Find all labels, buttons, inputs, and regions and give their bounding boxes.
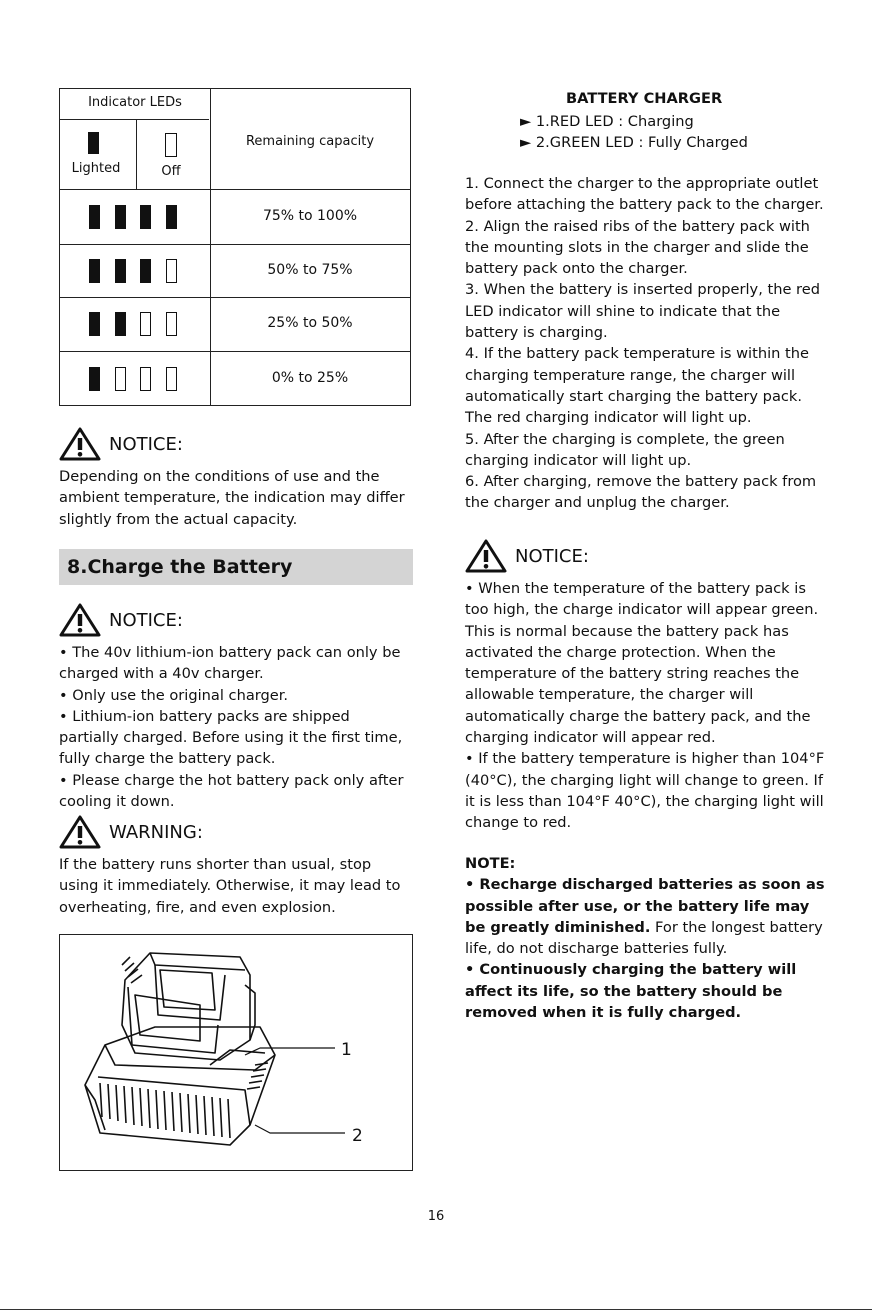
step-item: 4. If the battery pack temperature is within the charging temperature range, the charger will automatically start charging the battery pack. The red charging indicator will light up. — [465, 345, 809, 427]
notice-text: Depending on the conditions of use and the ambient temperature, the indication may differ slightly from the actual capacity. — [59, 468, 405, 528]
table-divider — [60, 244, 410, 245]
notice-heading-text: NOTICE: — [109, 609, 183, 631]
led-lighted-icon — [89, 312, 100, 336]
legend-off-label: Off — [161, 164, 181, 179]
note-block — [465, 853, 825, 1023]
list-item: • Only use the original charger. — [59, 686, 289, 704]
note-heading: NOTE: — [465, 855, 516, 872]
notice-list — [465, 578, 825, 834]
led-off-icon — [140, 312, 151, 336]
list-item: • Please charge the hot battery pack only after cooling it down. — [59, 771, 404, 811]
list-item: • Lithium-ion battery packs are shipped partially charged. Before using it the first time, fully charge the battery pack. — [59, 707, 403, 768]
led-off-icon — [115, 367, 126, 391]
notice-heading — [465, 539, 589, 573]
note-item-rest: For the longest battery life, do not discharge batteries fully. — [465, 918, 823, 958]
warning-text: If the battery runs shorter than usual, stop using it immediately. Otherwise, it may lead to overheating, fire, and even explosion. — [59, 856, 401, 916]
led-lighted-icon — [89, 259, 100, 283]
step-item: 6. After charging, remove the battery pack from the charger and unplug the charger. — [465, 473, 817, 512]
led-off-icon — [166, 367, 177, 391]
page-number: 16 — [427, 1209, 445, 1224]
step-item: 1. Connect the charger to the appropriate outlet before attaching the battery pack to the charger. — [465, 175, 824, 214]
table-header-remaining-capacity: Remaining capacity — [245, 134, 375, 149]
warning-triangle-icon — [59, 427, 101, 461]
section-title: 8.Charge the Battery — [59, 549, 413, 585]
table-divider — [60, 119, 209, 120]
list-item: • The 40v lithium-ion battery pack can only be charged with a 40v charger. — [59, 644, 401, 683]
led-off-icon — [165, 133, 177, 157]
led-lighted-icon — [115, 259, 126, 283]
charger-steps — [465, 173, 825, 514]
warning-heading — [59, 815, 203, 849]
note-item-bold: • Recharge discharged batteries as soon as possible after use, or the battery life may be greatly diminished. — [465, 876, 825, 936]
led-lighted-icon — [140, 205, 151, 229]
capacity-label: 0% to 25% — [271, 369, 349, 386]
led-off-icon — [166, 312, 177, 336]
notice-heading — [59, 603, 183, 637]
notice-heading — [59, 427, 183, 461]
warning-triangle-icon — [59, 603, 101, 637]
charger-led-list — [520, 111, 748, 154]
step-item: 3. When the battery is inserted properly, the red LED indicator will shine to indicate that the battery is charging. — [465, 281, 820, 342]
step-item: 5. After the charging is complete, the green charging indicator will light up. — [465, 430, 785, 469]
capacity-label: 75% to 100% — [262, 207, 358, 224]
figure-callout-1: 1 — [341, 1040, 352, 1060]
led-list-item: ► 2.GREEN LED : Fully Charged — [520, 134, 748, 152]
led-lighted-icon — [89, 367, 100, 391]
bottom-rule — [0, 1309, 872, 1310]
led-lighted-icon — [140, 259, 151, 283]
led-lighted-icon — [88, 132, 99, 154]
table-header-indicator-leds: Indicator LEDs — [88, 95, 182, 110]
led-lighted-icon — [115, 312, 126, 336]
warning-triangle-icon — [465, 539, 507, 573]
legend-lighted-label: Lighted — [71, 161, 121, 176]
notice-heading-text: NOTICE: — [109, 433, 183, 455]
led-off-icon — [140, 367, 151, 391]
capacity-label: 25% to 50% — [267, 315, 353, 331]
led-lighted-icon — [89, 205, 100, 229]
table-divider — [60, 189, 410, 190]
note-item: • Continuously charging the battery will affect its life, so the battery should be removed when it is fully charged. — [465, 961, 797, 1022]
led-lighted-icon — [166, 205, 177, 229]
list-item: • When the temperature of the battery pack is too high, the charge indicator will appear green. This is normal because the battery pack has activated the charge protection. When the temperature of the battery string reaches the allowable temperature, the charger will automatically charge the battery pack, and the charging indicator will appear red. — [465, 580, 819, 747]
notice-heading-text: NOTICE: — [515, 545, 589, 567]
table-divider — [60, 297, 410, 298]
table-divider — [136, 119, 137, 189]
notice-list — [59, 642, 411, 812]
led-lighted-icon — [115, 205, 126, 229]
charger-figure — [59, 934, 413, 1171]
led-off-icon — [166, 259, 177, 283]
capacity-label: 50% to 75% — [267, 261, 353, 278]
list-item: • If the battery temperature is higher than 104°F (40°C), the charging light will change to green. If it is less than 104°F 40°C), the charging light will change to red. — [465, 750, 825, 832]
battery-charger-title: BATTERY CHARGER — [566, 90, 723, 107]
warning-heading-text: WARNING: — [109, 821, 203, 843]
led-list-item: ► 1.RED LED : Charging — [520, 113, 694, 130]
warning-triangle-icon — [59, 815, 101, 849]
table-divider — [60, 351, 410, 352]
figure-callout-2: 2 — [352, 1126, 363, 1146]
note-item — [465, 874, 825, 959]
indicator-led-table — [59, 88, 411, 406]
step-item: 2. Align the raised ribs of the battery pack with the mounting slots in the charger and slide the battery pack onto the charger. — [465, 217, 810, 278]
